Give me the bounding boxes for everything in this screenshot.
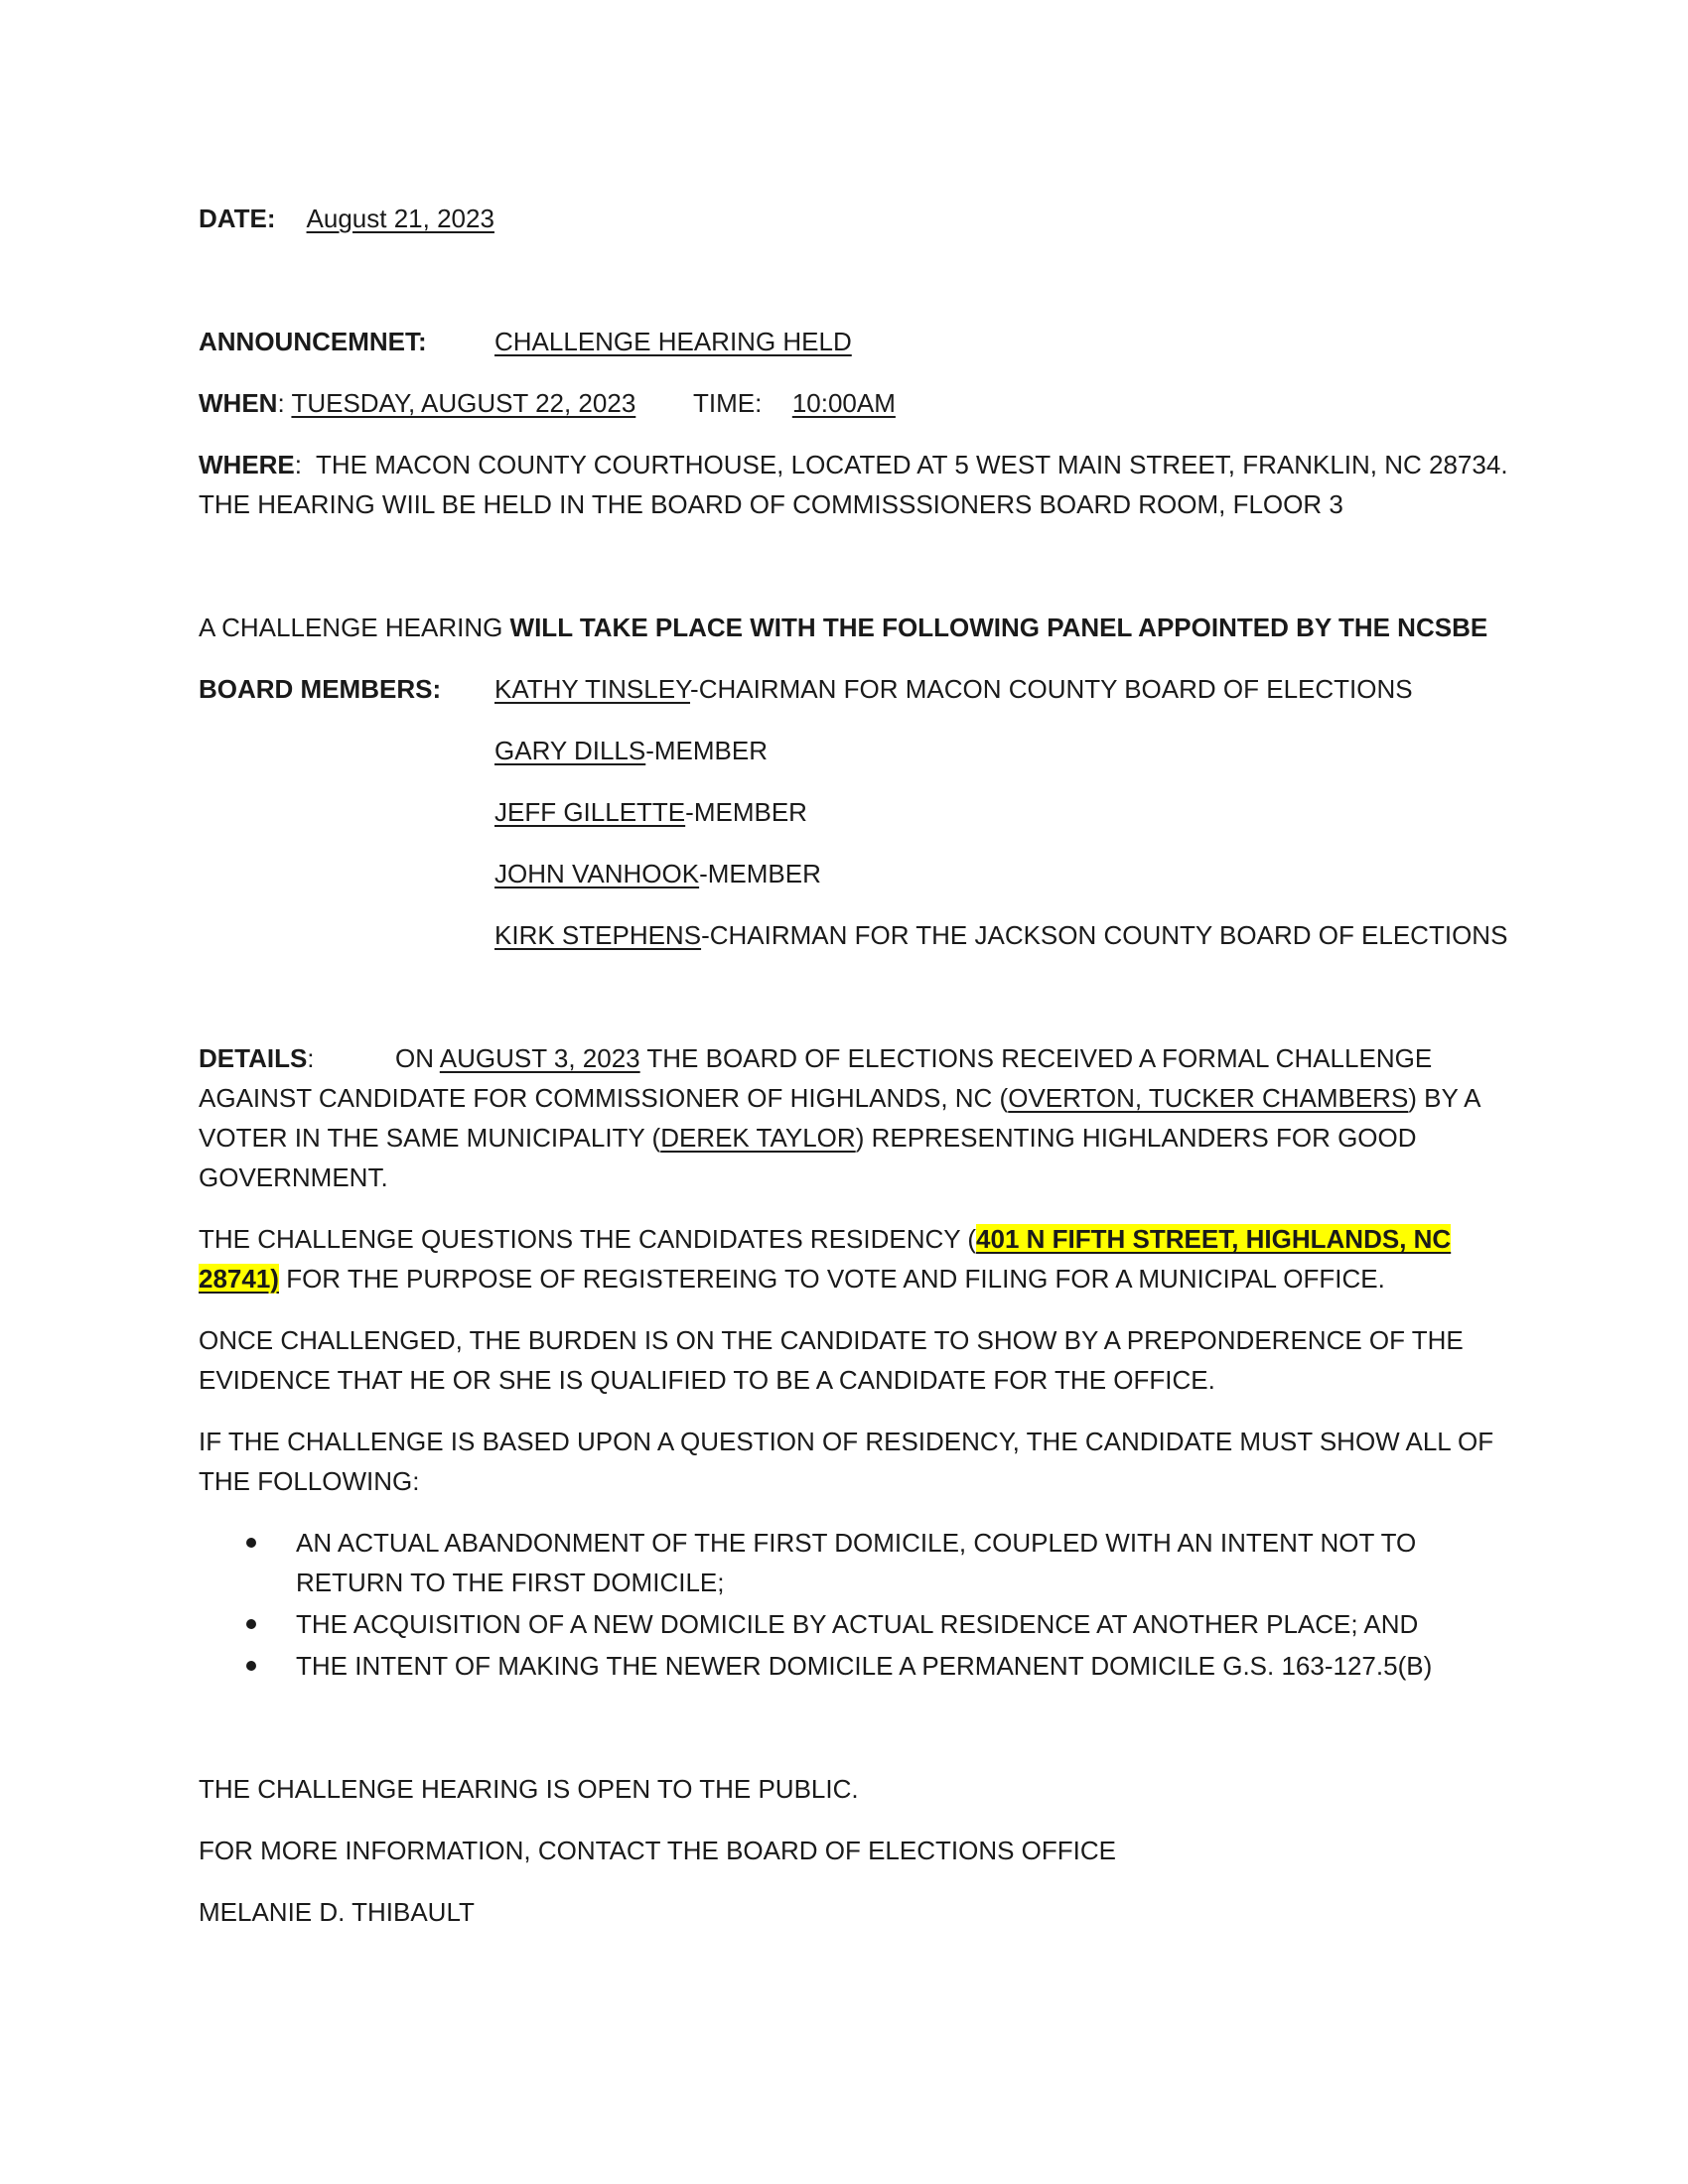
- time-value: 10:00AM: [791, 388, 896, 418]
- burden-line-2: [199, 1360, 1215, 1400]
- bullet-dot-icon: [246, 1661, 256, 1671]
- residency-line-2: [199, 1259, 1385, 1298]
- board-member-name: JEFF GILLETTE: [494, 797, 686, 827]
- signature-name: MELANIE D. THIBAULT: [199, 1897, 475, 1927]
- residency-address-2: 28741): [199, 1264, 279, 1294]
- if-residency-line-1: [199, 1422, 1493, 1461]
- announcement-value: CHALLENGE HEARING HELD: [494, 327, 852, 356]
- bullet-item: [296, 1604, 1418, 1644]
- when-date: TUESDAY, AUGUST 22, 2023: [291, 388, 636, 418]
- details-line-4: [199, 1158, 388, 1197]
- date-value: August 21, 2023: [306, 204, 494, 233]
- bullet-text: THE ACQUISITION OF A NEW DOMICILE BY ACTUAL RESIDENCE AT ANOTHER PLACE; AND: [296, 1609, 1419, 1639]
- board-member-row: [494, 731, 768, 770]
- board-member-name: GARY DILLS: [494, 736, 646, 765]
- board-member-name: KATHY TINSLEY: [494, 674, 691, 704]
- intro-bold: WILL TAKE PLACE WITH THE FOLLOWING PANEL APPOINTED BY THE NCSBE: [509, 613, 1488, 642]
- contact-text: FOR MORE INFORMATION, CONTACT THE BOARD OF ELECTIONS OFFICE: [199, 1836, 1117, 1865]
- details-line-1-text: [395, 1038, 1432, 1078]
- board-member-role: -MEMBER: [685, 797, 807, 827]
- where-line-1: [199, 445, 1508, 484]
- details-line-1: [199, 1038, 315, 1078]
- details-colon: :: [307, 1043, 315, 1073]
- intro-plain: A CHALLENGE HEARING: [199, 613, 510, 642]
- bullet-text: THE INTENT OF MAKING THE NEWER DOMICILE A PERMANENT DOMICILE G.S. 163-127.5(B): [296, 1651, 1433, 1681]
- residency-address-1: 401 N FIFTH STREET, HIGHLANDS, NC: [976, 1224, 1452, 1254]
- burden-l2: EVIDENCE THAT HE OR SHE IS QUALIFIED TO BE A CANDIDATE FOR THE OFFICE.: [199, 1365, 1215, 1395]
- contact-notice: [199, 1831, 1116, 1870]
- details-line-3: [199, 1118, 1417, 1158]
- bullet-dot-icon: [246, 1538, 256, 1548]
- bullet-item: [296, 1646, 1432, 1686]
- announcement-label: ANNOUNCEMNET:: [199, 327, 427, 356]
- if-residency-l2: THE FOLLOWING:: [199, 1466, 420, 1496]
- public-text: THE CHALLENGE HEARING IS OPEN TO THE PUBLIC.: [199, 1774, 859, 1804]
- if-residency-line-2: [199, 1461, 419, 1501]
- residency-l2-rest: FOR THE PURPOSE OF REGISTEREING TO VOTE AND FILING FOR A MUNICIPAL OFFICE.: [278, 1264, 1385, 1294]
- details-on: ON: [395, 1043, 440, 1073]
- board-member-name: JOHN VANHOOK: [494, 859, 700, 888]
- residency-l1-pre: THE CHALLENGE QUESTIONS THE CANDIDATES RESIDENCY (: [199, 1224, 977, 1254]
- when-label: WHEN: [199, 388, 278, 418]
- time-label: TIME:: [693, 388, 763, 418]
- board-member-row: [494, 915, 1507, 955]
- details-l2-pre: AGAINST CANDIDATE FOR COMMISSIONER OF HIGHLANDS, NC (: [199, 1083, 1009, 1113]
- where-text-1: : THE MACON COUNTY COURTHOUSE, LOCATED AT 5 WEST MAIN STREET, FRANKLIN, NC 28734.: [294, 450, 1508, 479]
- when-line: [199, 383, 635, 423]
- details-l4: GOVERNMENT.: [199, 1162, 388, 1192]
- details-voter: DEREK TAYLOR: [660, 1123, 856, 1153]
- public-notice: [199, 1769, 859, 1809]
- announcement-line: [199, 322, 427, 361]
- details-candidate: OVERTON, TUCKER CHAMBERS: [1008, 1083, 1409, 1113]
- when-colon: :: [277, 388, 285, 418]
- board-member-role: -MEMBER: [699, 859, 821, 888]
- board-member-role: -CHAIRMAN FOR MACON COUNTY BOARD OF ELECTIONS: [690, 674, 1413, 704]
- announcement-value-line: [494, 322, 852, 361]
- board-member-row: [494, 854, 821, 893]
- bullet-dot-icon: [246, 1619, 256, 1629]
- details-line-2: [199, 1078, 1481, 1118]
- time-line: [693, 383, 896, 423]
- bullet-item: [296, 1523, 1416, 1563]
- burden-l1: ONCE CHALLENGED, THE BURDEN IS ON THE CANDIDATE TO SHOW BY A PREPONDERENCE OF THE: [199, 1325, 1464, 1355]
- date-line: [199, 199, 494, 238]
- residency-line-1: [199, 1219, 1451, 1259]
- where-label: WHERE: [199, 450, 295, 479]
- details-l2-post: ) BY A: [1408, 1083, 1481, 1113]
- burden-line-1: [199, 1320, 1464, 1360]
- board-member-name: KIRK STEPHENS: [494, 920, 702, 950]
- details-l1-rest: THE BOARD OF ELECTIONS RECEIVED A FORMAL CHALLENGE: [639, 1043, 1433, 1073]
- signature: [199, 1892, 475, 1932]
- board-member-role: -CHAIRMAN FOR THE JACKSON COUNTY BOARD OF ELECTIONS: [701, 920, 1508, 950]
- board-member-role: -MEMBER: [645, 736, 769, 765]
- board-member-row: [494, 669, 1413, 709]
- bullet-item-continued: [296, 1563, 724, 1602]
- where-text-2: THE HEARING WIIL BE HELD IN THE BOARD OF COMMISSSIONERS BOARD ROOM, FLOOR 3: [199, 489, 1343, 519]
- board-label: BOARD MEMBERS:: [199, 674, 442, 704]
- details-l3-post: ) REPRESENTING HIGHLANDERS FOR GOOD: [855, 1123, 1417, 1153]
- details-date: AUGUST 3, 2023: [439, 1043, 640, 1073]
- date-label: DATE:: [199, 204, 276, 233]
- bullet-text: RETURN TO THE FIRST DOMICILE;: [296, 1568, 725, 1597]
- bullet-text: AN ACTUAL ABANDONMENT OF THE FIRST DOMICILE, COUPLED WITH AN INTENT NOT TO: [296, 1528, 1417, 1558]
- board-member-row: [494, 792, 807, 832]
- intro-line: [199, 608, 1487, 647]
- where-line-2: [199, 484, 1343, 524]
- details-label: DETAILS: [199, 1043, 308, 1073]
- if-residency-l1: IF THE CHALLENGE IS BASED UPON A QUESTION OF RESIDENCY, THE CANDIDATE MUST SHOW ALL OF: [199, 1427, 1494, 1456]
- details-l3-pre: VOTER IN THE SAME MUNICIPALITY (: [199, 1123, 661, 1153]
- board-label-line: [199, 669, 441, 709]
